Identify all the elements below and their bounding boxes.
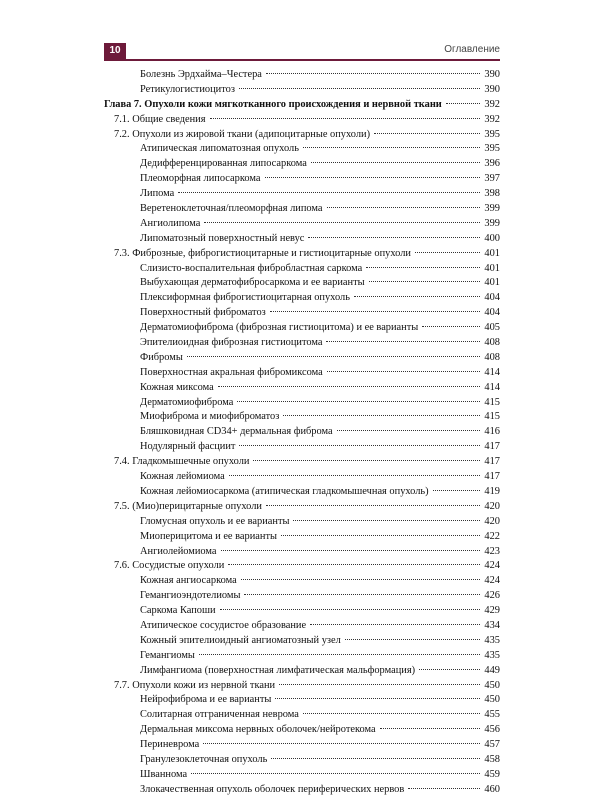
dot-leader: [433, 490, 480, 491]
toc-page-number: 420: [484, 515, 500, 527]
dot-leader: [265, 177, 481, 178]
toc-page-number: 392: [484, 98, 500, 110]
dot-leader: [369, 281, 480, 282]
dot-leader: [203, 743, 480, 744]
dot-leader: [221, 550, 480, 551]
dot-leader: [446, 103, 480, 104]
toc-entry-title: Опухоли из жировой ткани (адипоцитарные опухоли): [132, 128, 371, 140]
dot-leader: [354, 296, 480, 297]
toc-entry-title: Дерматомиофиброма (фиброзная гистиоцитома) и ее варианты: [140, 322, 419, 334]
toc-entry[interactable]: [104, 753, 500, 768]
toc-page-number: 429: [484, 605, 500, 617]
toc-page-number: 417: [484, 471, 500, 483]
toc-entry[interactable]: [104, 291, 500, 306]
toc-entry-title: Опухоли кожи из нервной ткани: [132, 679, 276, 691]
toc-page-number: 417: [484, 441, 500, 453]
dot-leader: [266, 505, 480, 506]
toc-entry[interactable]: [104, 649, 500, 664]
toc-page-number: 408: [484, 337, 500, 349]
toc-entry-text: [140, 723, 378, 738]
toc-page-number: 422: [484, 530, 500, 542]
toc-entry-text: [140, 708, 301, 723]
toc-entry-title: Бляшковидная CD34+ дермальная фиброма: [140, 426, 333, 438]
toc-page-number: 426: [484, 590, 500, 602]
toc-entry[interactable]: [104, 530, 500, 545]
toc-entry-text: [140, 142, 301, 157]
dot-leader: [311, 162, 480, 163]
toc-entry-title: Дермальная миксома нервных оболочек/нейротекома: [140, 724, 376, 736]
toc-entry[interactable]: [104, 738, 500, 753]
toc-entry-title: Гемангиомы: [140, 649, 195, 661]
toc-page-number: 398: [484, 188, 500, 200]
toc-page-number: 459: [484, 768, 500, 780]
toc-entry[interactable]: [104, 723, 500, 738]
toc-entry-text: [114, 247, 413, 262]
dot-leader: [415, 252, 480, 253]
toc-entry[interactable]: [104, 142, 500, 157]
toc-entry-text: [140, 604, 218, 619]
toc-page-number: 449: [484, 664, 500, 676]
toc-entry[interactable]: [104, 545, 500, 560]
toc-entry-text: [140, 649, 197, 664]
toc-entry-text: [140, 783, 406, 798]
toc-entry-title: Слизисто-воспалительная фибробластная саркома: [140, 262, 363, 274]
dot-leader: [327, 207, 480, 208]
toc-entry-title: Фиброзные, фиброгистиоцитарные и гистиоцитарные опухоли: [132, 247, 411, 259]
toc-entry[interactable]: [104, 619, 500, 634]
toc-entry-title: Веретеноклеточная/плеоморфная липома: [140, 203, 323, 215]
toc-entry[interactable]: [104, 381, 500, 396]
toc-page-number: 404: [484, 307, 500, 319]
toc-entry-text: [114, 500, 264, 515]
toc-page-number: 401: [484, 262, 500, 274]
toc-page-number: 414: [484, 366, 500, 378]
toc-entry-text: [140, 157, 309, 172]
toc-entry[interactable]: [104, 351, 500, 366]
dot-leader: [271, 758, 480, 759]
toc-entry-text: [140, 291, 352, 306]
dot-leader: [244, 594, 480, 595]
dot-leader: [239, 445, 480, 446]
toc-section[interactable]: [104, 247, 500, 262]
toc-entry-number: 7.5.: [114, 500, 130, 512]
toc-entry[interactable]: [104, 783, 500, 798]
toc-entry-text: [140, 262, 364, 277]
dot-leader: [279, 684, 480, 685]
dot-leader: [293, 520, 480, 521]
toc-entry-title: Кожный эпителиоидный ангиоматозный узел: [140, 634, 341, 646]
toc-entry[interactable]: [104, 157, 500, 172]
dot-leader: [308, 237, 480, 238]
dot-leader: [283, 415, 480, 416]
toc-page-number: 455: [484, 709, 500, 721]
toc-entry-title: Дедифференцированная липосаркома: [140, 158, 307, 170]
dot-leader: [218, 386, 480, 387]
toc-page-number: 392: [484, 113, 500, 125]
toc-entry[interactable]: [104, 470, 500, 485]
toc-page-number: 456: [484, 724, 500, 736]
toc-entry-text: [140, 664, 417, 679]
toc-entry-title: Миофиброма и миофиброматоз: [140, 411, 280, 423]
toc-entry-number: 7.6.: [114, 560, 130, 572]
toc-section[interactable]: [104, 559, 500, 574]
toc-entry[interactable]: [104, 217, 500, 232]
toc-entry-title: Болезнь Эрдхайма–Честера: [140, 69, 262, 80]
toc-page-number: 450: [484, 679, 500, 691]
toc-entry-title: Гранулезоклеточная опухоль: [140, 753, 268, 765]
toc-page-number: 415: [484, 411, 500, 423]
toc-entry-text: [140, 381, 216, 396]
toc-page-number: 423: [484, 545, 500, 557]
page-header: [104, 43, 500, 61]
toc-page-number: 434: [484, 619, 500, 631]
dot-leader: [422, 326, 480, 327]
toc-entry-text: [140, 306, 268, 321]
toc-entry[interactable]: [104, 768, 500, 783]
dot-leader: [210, 118, 481, 119]
dot-leader: [228, 564, 480, 565]
page-number: 10: [104, 43, 126, 59]
dot-leader: [187, 356, 480, 357]
toc-entry-text: [140, 172, 263, 187]
toc-entry-text: [140, 738, 201, 753]
toc-entry-text: [114, 455, 251, 470]
toc-entry-title: Кожная ангиосаркома: [140, 575, 237, 587]
toc-entry-text: [140, 545, 219, 560]
toc-entry-text: [140, 425, 335, 440]
dot-leader: [199, 654, 480, 655]
toc-page-number: 401: [484, 247, 500, 259]
toc-entry-title: Кожная миксома: [140, 381, 214, 393]
toc-entry-title: Липоматозный поверхностный невус: [140, 232, 305, 244]
toc-entry-text: [140, 351, 185, 366]
toc-entry[interactable]: [104, 589, 500, 604]
toc-entry[interactable]: [104, 321, 500, 336]
toc-entry-text: [140, 530, 279, 545]
table-of-contents: [104, 68, 500, 798]
toc-page-number: 424: [484, 575, 500, 587]
toc-entry-title: Опухоли кожи мягкотканного происхождения и нервной ткани: [144, 98, 442, 110]
toc-entry-title: Гломусная опухоль и ее варианты: [140, 515, 290, 527]
toc-page-number: 400: [484, 232, 500, 244]
toc-entry[interactable]: [104, 172, 500, 187]
toc-section[interactable]: [104, 455, 500, 470]
toc-entry[interactable]: [104, 83, 500, 98]
toc-entry-number: Глава 7.: [104, 98, 142, 110]
toc-page-number: 416: [484, 426, 500, 438]
dot-leader: [310, 624, 480, 625]
toc-entry-text: [140, 276, 367, 291]
toc-page-number: 395: [484, 143, 500, 155]
dot-leader: [408, 788, 480, 789]
toc-entry[interactable]: [104, 262, 500, 277]
toc-page-number: 450: [484, 694, 500, 706]
toc-page-number: 460: [484, 783, 500, 795]
toc-page-number: 435: [484, 649, 500, 661]
toc-entry[interactable]: [104, 396, 500, 411]
toc-entry-title: Лимфангиома (поверхностная лимфатическая мальформация): [140, 664, 416, 676]
toc-page-number: 399: [484, 217, 500, 229]
toc-entry[interactable]: [104, 708, 500, 723]
toc-page-number: 424: [484, 560, 500, 572]
toc-entry-title: (Мио)перицитарные опухоли: [132, 500, 262, 512]
toc-entry-title: Миоперицитома и ее варианты: [140, 530, 277, 542]
toc-page-number: 419: [484, 485, 500, 497]
toc-page-number: 408: [484, 351, 500, 363]
toc-page-number: 435: [484, 634, 500, 646]
toc-entry-text: [114, 559, 226, 574]
toc-page-number: 414: [484, 381, 500, 393]
toc-entry-text: [140, 470, 227, 485]
dot-leader: [270, 311, 480, 312]
dot-leader: [366, 267, 480, 268]
toc-entry[interactable]: [104, 68, 500, 83]
toc-section[interactable]: [104, 113, 500, 128]
toc-page-number: 397: [484, 173, 500, 185]
toc-entry[interactable]: [104, 366, 500, 381]
toc-entry[interactable]: [104, 202, 500, 217]
dot-leader: [345, 639, 480, 640]
toc-entry[interactable]: [104, 232, 500, 247]
toc-page-number: 396: [484, 158, 500, 170]
toc-entry[interactable]: [104, 410, 500, 425]
toc-entry-title: Солитарная отграниченная неврома: [140, 709, 299, 721]
toc-entry-text: [140, 693, 273, 708]
toc-entry-title: Саркома Капоши: [140, 605, 216, 617]
toc-entry-title: Кожная лейомиосаркома (атипическая гладкомышечная опухоль): [140, 485, 429, 497]
dot-leader: [204, 222, 480, 223]
toc-entry-title: Поверхностный фиброматоз: [140, 307, 266, 319]
dot-leader: [220, 609, 480, 610]
toc-entry-text: [140, 634, 343, 649]
toc-entry[interactable]: [104, 604, 500, 619]
toc-section[interactable]: [104, 128, 500, 143]
toc-entry-text: [114, 679, 277, 694]
toc-entry-text: [140, 574, 239, 589]
toc-entry-title: Сосудистые опухоли: [132, 560, 225, 572]
toc-page-number: 457: [484, 739, 500, 751]
toc-entry[interactable]: [104, 276, 500, 291]
toc-entry[interactable]: [104, 515, 500, 530]
dot-leader: [275, 698, 480, 699]
toc-entry-text: [140, 396, 235, 411]
toc-section[interactable]: [104, 500, 500, 515]
toc-entry-title: Поверхностная акральная фибромиксома: [140, 366, 323, 378]
toc-page-number: 415: [484, 396, 500, 408]
dot-leader: [237, 401, 480, 402]
dot-leader: [380, 728, 480, 729]
toc-entry-text: [104, 98, 444, 113]
toc-entry-text: [140, 619, 308, 634]
toc-entry-title: Ретикулогистиоцитоз: [140, 83, 235, 95]
toc-entry-text: [140, 485, 431, 500]
toc-entry-text: [114, 128, 372, 143]
toc-entry-text: [114, 113, 208, 128]
toc-entry[interactable]: [104, 693, 500, 708]
toc-entry[interactable]: [104, 664, 500, 679]
toc-page-number: 420: [484, 500, 500, 512]
dot-leader: [178, 192, 480, 193]
toc-entry-title: Периневрома: [140, 739, 200, 751]
toc-entry[interactable]: [104, 574, 500, 589]
dot-leader: [374, 133, 480, 134]
toc-entry[interactable]: [104, 634, 500, 649]
toc-entry-title: Кожная лейомиома: [140, 471, 225, 483]
toc-entry-title: Дерматомиофиброма: [140, 396, 234, 408]
toc-entry-number: 7.7.: [114, 679, 130, 691]
toc-page-number: 404: [484, 292, 500, 304]
toc-entry-text: [140, 321, 420, 336]
toc-entry-title: Гемангиоэндотелиомы: [140, 590, 241, 602]
toc-entry-title: Нодулярный фасциит: [140, 441, 236, 453]
toc-entry[interactable]: [104, 187, 500, 202]
toc-entry[interactable]: [104, 336, 500, 351]
toc-page-number: 417: [484, 456, 500, 468]
dot-leader: [239, 88, 480, 89]
toc-entry-title: Ангиолейомиома: [140, 545, 217, 557]
dot-leader: [229, 475, 480, 476]
toc-entry-text: [140, 202, 325, 217]
toc-entry-title: Нейрофиброма и ее варианты: [140, 694, 272, 706]
toc-entry-title: Фибромы: [140, 351, 183, 363]
toc-entry-text: [140, 515, 291, 530]
toc-chapter[interactable]: [104, 98, 500, 113]
toc-page-number: 458: [484, 753, 500, 765]
toc-entry[interactable]: [104, 485, 500, 500]
toc-entry-text: [140, 589, 242, 604]
dot-leader: [281, 535, 480, 536]
toc-page-number: 405: [484, 322, 500, 334]
toc-entry-title: Выбухающая дерматофибросаркома и ее варианты: [140, 277, 365, 289]
toc-entry-title: Шваннома: [140, 768, 188, 780]
toc-entry[interactable]: [104, 306, 500, 321]
running-title: Оглавление: [444, 44, 500, 55]
toc-entry-text: [140, 217, 202, 232]
toc-entry-number: 7.2.: [114, 128, 130, 140]
dot-leader: [253, 460, 480, 461]
toc-page-number: 401: [484, 277, 500, 289]
toc-entry-text: [140, 410, 281, 425]
dot-leader: [419, 669, 480, 670]
toc-entry-number: 7.1.: [114, 113, 130, 125]
dot-leader: [191, 773, 480, 774]
toc-entry-title: Гладкомышечные опухоли: [132, 456, 250, 468]
toc-page-number: 390: [484, 83, 500, 95]
toc-entry-number: 7.3.: [114, 247, 130, 259]
toc-entry-number: 7.4.: [114, 456, 130, 468]
toc-entry-title: Ангиолипома: [140, 217, 201, 229]
toc-section[interactable]: [104, 679, 500, 694]
toc-page-number: 395: [484, 128, 500, 140]
toc-entry-title: Атипическое сосудистое образование: [140, 619, 307, 631]
toc-entry-text: [140, 232, 306, 247]
dot-leader: [303, 147, 480, 148]
toc-entry-title: Атипическая липоматозная опухоль: [140, 143, 299, 155]
toc-entry-text: [140, 753, 269, 768]
dot-leader: [303, 713, 480, 714]
dot-leader: [327, 371, 480, 372]
toc-page-number: 399: [484, 203, 500, 215]
toc-entry[interactable]: [104, 425, 500, 440]
toc-entry-text: [140, 768, 189, 783]
toc-entry-text: [140, 336, 324, 351]
toc-entry-text: [140, 187, 176, 202]
dot-leader: [241, 579, 480, 580]
toc-entry-text: [140, 440, 237, 455]
toc-entry-title: Плексиформная фиброгистиоцитарная опухоль: [140, 292, 350, 304]
dot-leader: [266, 73, 480, 74]
toc-entry[interactable]: [104, 440, 500, 455]
toc-entry-title: Злокачественная опухоль оболочек периферических нервов: [140, 783, 405, 795]
toc-entry-title: Плеоморфная липосаркома: [140, 173, 261, 185]
toc-entry-text: [140, 83, 237, 98]
toc-entry-title: Липома: [140, 188, 175, 200]
toc-entry-title: Общие сведения: [132, 113, 206, 125]
dot-leader: [337, 430, 480, 431]
toc-entry-text: [140, 68, 264, 83]
toc-entry-title: Эпителиоидная фиброзная гистиоцитома: [140, 337, 323, 349]
toc-page-number: 390: [484, 69, 500, 80]
dot-leader: [326, 341, 480, 342]
toc-entry-text: [140, 366, 325, 381]
